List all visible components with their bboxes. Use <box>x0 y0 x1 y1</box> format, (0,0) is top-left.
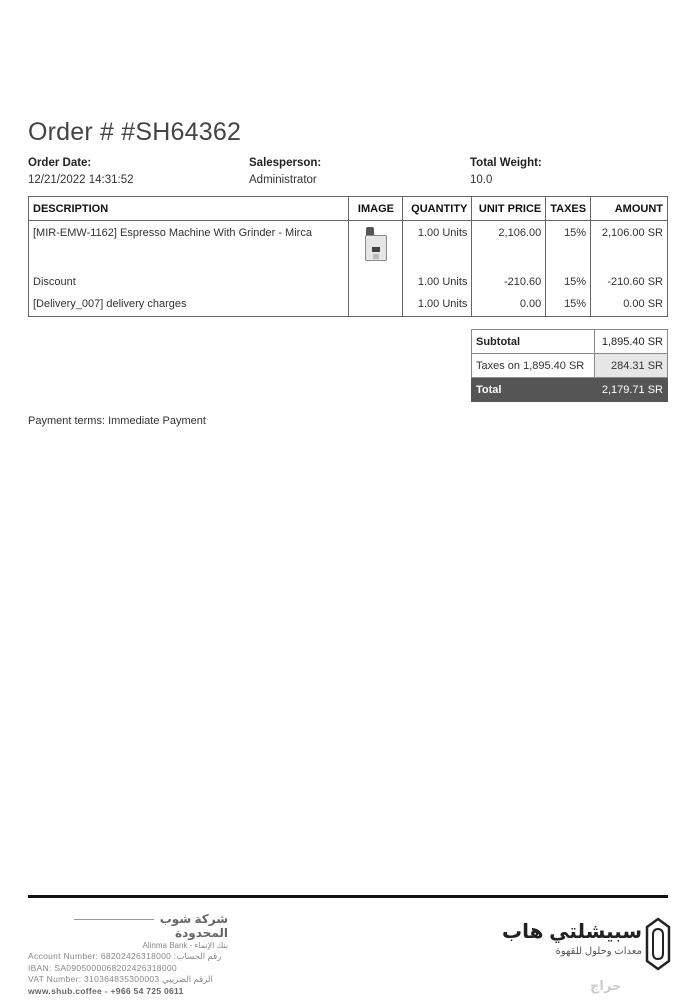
salesperson-label: Salesperson: <box>249 157 322 169</box>
col-header-unit-price: UNIT PRICE <box>472 197 546 221</box>
table-row <box>29 273 668 295</box>
total-row <box>472 378 668 402</box>
row-amount: -210.60 SR <box>591 273 668 295</box>
subtotal-label: Subtotal <box>472 330 595 354</box>
watermark: حراج <box>590 978 622 993</box>
total-weight-label: Total Weight: <box>470 157 542 169</box>
row-image <box>349 295 403 317</box>
company-name-row <box>28 912 228 940</box>
website-phone: www.shub.coffee - +966 54 725 0611 <box>28 986 184 996</box>
account-number: Account Number: 68202426318000 :رقم الحساب <box>28 951 222 961</box>
order-date-value: 12/21/2022 14:31:52 <box>28 174 134 186</box>
order-title: Order # #SH64362 <box>28 118 242 146</box>
brand-name: سبيشلتي هاب <box>502 921 642 943</box>
company-info <box>28 912 228 996</box>
table-row <box>29 295 668 317</box>
row-description: [MIR-EMW-1162] Espresso Machine With Grinder - Mirca <box>29 221 349 273</box>
row-unit-price: 2,106.00 <box>472 221 546 273</box>
total-weight-value: 10.0 <box>470 174 493 186</box>
espresso-machine-image <box>363 227 389 263</box>
bank-name: Alinma Bank - بنك الإنماء <box>142 941 228 950</box>
subtotal-value: 1,895.40 SR <box>595 330 668 354</box>
company-name-rule <box>74 919 154 920</box>
payment-terms: Payment terms: Immediate Payment <box>28 415 206 427</box>
iban: IBAN: SA0905000068202426318000 <box>28 963 177 973</box>
taxes-row <box>472 354 668 378</box>
company-name: شركة شوب المحدودة <box>159 912 228 940</box>
total-value: 2,179.71 SR <box>595 378 668 402</box>
totals-table <box>471 329 668 402</box>
col-header-amount: AMOUNT <box>591 197 668 221</box>
row-image <box>349 273 403 295</box>
row-image <box>349 221 403 273</box>
subtotal-row <box>472 330 668 354</box>
row-quantity: 1.00 Units <box>403 295 472 317</box>
footer-divider <box>28 895 668 898</box>
row-amount: 0.00 SR <box>591 295 668 317</box>
row-amount: 2,106.00 SR <box>591 221 668 273</box>
brand-logo-icon <box>645 917 671 971</box>
row-description: Discount <box>29 273 349 295</box>
row-quantity: 1.00 Units <box>403 273 472 295</box>
order-lines-table <box>28 196 668 317</box>
col-header-image: IMAGE <box>349 197 403 221</box>
row-description: [Delivery_007] delivery charges <box>29 295 349 317</box>
row-taxes: 15% <box>546 221 591 273</box>
salesperson-value: Administrator <box>249 174 317 186</box>
vat-number: VAT Number: 310364835300003 الرقم الضريبي <box>28 974 213 984</box>
table-row <box>29 221 668 273</box>
order-date-block <box>28 157 134 186</box>
brand-tagline: معدات وحلول للقهوة <box>555 946 642 957</box>
table-header-row <box>29 197 668 221</box>
row-taxes: 15% <box>546 295 591 317</box>
total-weight-block <box>470 157 542 186</box>
col-header-description: DESCRIPTION <box>29 197 349 221</box>
brand-block <box>496 922 642 957</box>
row-taxes: 15% <box>546 273 591 295</box>
taxes-label: Taxes on 1,895.40 SR <box>472 354 595 378</box>
row-unit-price: 0.00 <box>472 295 546 317</box>
row-unit-price: -210.60 <box>472 273 546 295</box>
total-label: Total <box>472 378 595 402</box>
taxes-value: 284.31 SR <box>595 354 668 378</box>
row-quantity: 1.00 Units <box>403 221 472 273</box>
order-date-label: Order Date: <box>28 157 92 169</box>
col-header-quantity: QUANTITY <box>403 197 472 221</box>
salesperson-block <box>249 157 321 186</box>
col-header-taxes: TAXES <box>546 197 591 221</box>
